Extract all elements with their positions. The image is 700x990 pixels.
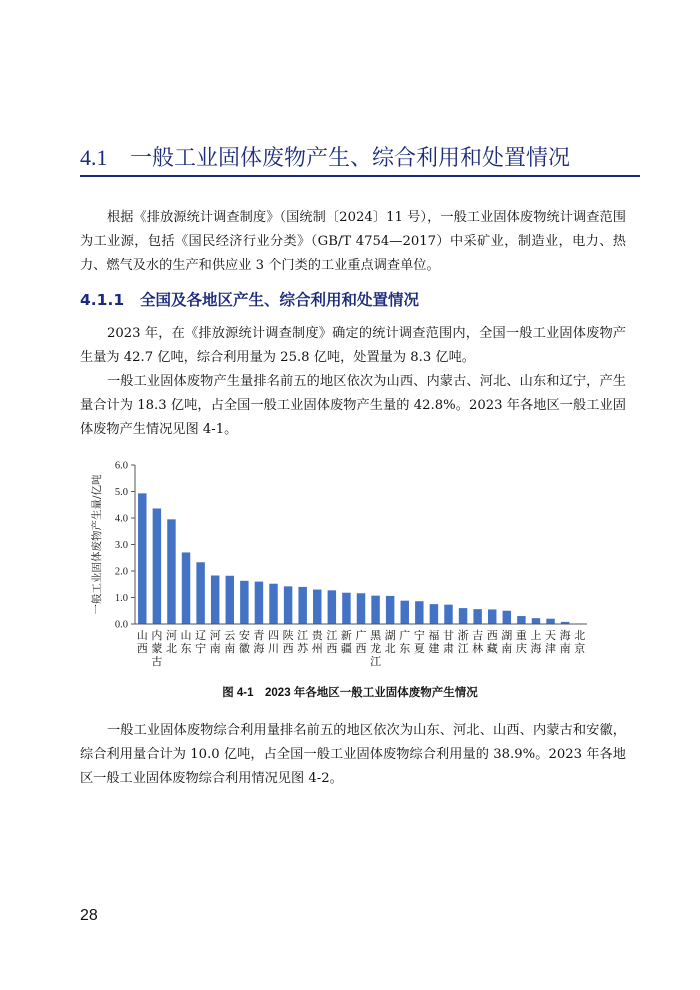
bar [459, 608, 467, 624]
intro-paragraph: 根据《排放源统计调查制度》（国统制〔2024〕11 号），一般工业固体废物统计调查范围为工业源，包括《国民经济行业分类》（GB/T 4754—2017）中采矿业，制造业，电力、热力、燃气及水的生产和供应业 3 个门类的工业重点调查单位。 [80, 210, 626, 273]
x-category-label: 安徽 [238, 629, 250, 655]
x-category-label: 湖南 [501, 629, 513, 655]
y-tick-label: 1.0 [114, 593, 128, 604]
section-number: 4.1 [80, 145, 108, 170]
x-category-label: 贵州 [311, 629, 323, 655]
x-category-label: 河南 [209, 629, 221, 655]
x-category-label: 辽宁 [195, 629, 207, 655]
x-category-label: 四川 [268, 629, 280, 655]
x-category-label: 天津 [545, 629, 557, 655]
bar [284, 586, 292, 624]
bar [401, 601, 409, 624]
x-category-label: 江苏 [297, 629, 309, 655]
y-tick-label: 4.0 [114, 513, 128, 525]
bar [138, 493, 146, 624]
x-category-label: 江西 [326, 629, 338, 655]
bar [342, 593, 350, 624]
section-heading [80, 143, 640, 177]
subsection-title: 全国及各地区产生、综合利用和处置情况 [140, 291, 420, 309]
x-category-label: 吉林 [472, 629, 484, 655]
bar [415, 601, 423, 624]
paragraph-top-five-generation: 一般工业固体废物产生量排名前五的地区依次为山西、内蒙古、河北、山东和辽宁，产生量合计为 18.3 亿吨，占全国一般工业固体废物产生量的 42.8%。2023 年各地区一般工业固体废物产生情况见图 4-1。 [80, 374, 626, 437]
x-category-label: 甘肃 [442, 629, 454, 655]
bar [503, 611, 511, 624]
bar [473, 609, 481, 624]
bar [386, 596, 394, 624]
x-category-label: 新疆 [340, 629, 352, 655]
x-category-label: 湖北 [384, 629, 396, 655]
bar [371, 596, 379, 624]
x-category-label: 山东 [180, 629, 192, 655]
paragraph-top-five-utilization: 一般工业固体废物综合利用量排名前五的地区依次为山东、河北、山西、内蒙古和安徽，综合利用量合计为 10.0 亿吨，占全国一般工业固体废物综合利用量的 38.9%。2023 年各地区一般工业固体废物综合利用情况见图 4-2。 [80, 723, 626, 786]
y-tick-label: 0.0 [114, 619, 128, 631]
x-category-label: 河北 [165, 629, 177, 655]
y-tick-label: 5.0 [114, 487, 128, 498]
x-category-label: 陕西 [282, 629, 294, 655]
bar [430, 604, 438, 624]
x-category-label: 海南 [559, 629, 571, 655]
bar [444, 605, 452, 624]
bar [298, 587, 306, 624]
bar [226, 576, 234, 624]
x-category-label: 广西 [355, 629, 367, 655]
y-tick-label: 3.0 [114, 540, 128, 551]
bar [182, 552, 190, 624]
x-category-label: 广东 [399, 629, 411, 655]
bar [532, 618, 540, 624]
x-category-label: 内蒙古 [151, 629, 163, 668]
y-tick-label: 6.0 [114, 460, 128, 472]
bar [328, 590, 336, 624]
bar [211, 576, 219, 624]
subsection-number: 4.1.1 [80, 291, 125, 309]
x-category-label: 西藏 [486, 629, 498, 655]
y-axis-title: 一般工业固体废物产生量/亿吨 [91, 474, 103, 615]
x-category-label: 青海 [253, 629, 265, 655]
bar [313, 590, 321, 624]
bar [240, 581, 248, 624]
paragraph-totals: 2023 年，在《排放源统计调查制度》确定的统计调查范围内，全国一般工业固体废物产生量为 42.7 亿吨，综合利用量为 25.8 亿吨，处置量为 8.3 亿吨。 [80, 326, 626, 365]
x-category-label: 北京 [574, 629, 586, 655]
bar [269, 584, 277, 624]
bar [488, 609, 496, 624]
subsection-heading [80, 288, 640, 312]
y-tick-label: 2.0 [114, 566, 128, 578]
x-category-label: 重庆 [515, 629, 527, 655]
x-category-label: 浙江 [457, 629, 469, 655]
bar [196, 562, 204, 624]
bar [517, 616, 525, 624]
x-category-label: 宁夏 [413, 629, 425, 655]
figure-caption: 图 4-1 2023 年各地区一般工业固体废物产生情况 [222, 687, 478, 699]
bar [255, 582, 263, 624]
x-category-label: 云南 [224, 629, 236, 655]
bar [153, 508, 161, 624]
page-number: 28 [80, 907, 98, 924]
section-title: 一般工业固体废物产生、综合利用和处置情况 [130, 146, 571, 171]
x-category-label: 黑龙江 [370, 629, 382, 668]
x-category-label: 福建 [428, 629, 440, 655]
x-category-label: 上海 [530, 629, 542, 655]
bar [546, 619, 554, 624]
bar [357, 593, 365, 624]
generation-bar-chart [80, 452, 620, 674]
bar [167, 519, 175, 624]
x-category-label: 山西 [136, 629, 148, 655]
